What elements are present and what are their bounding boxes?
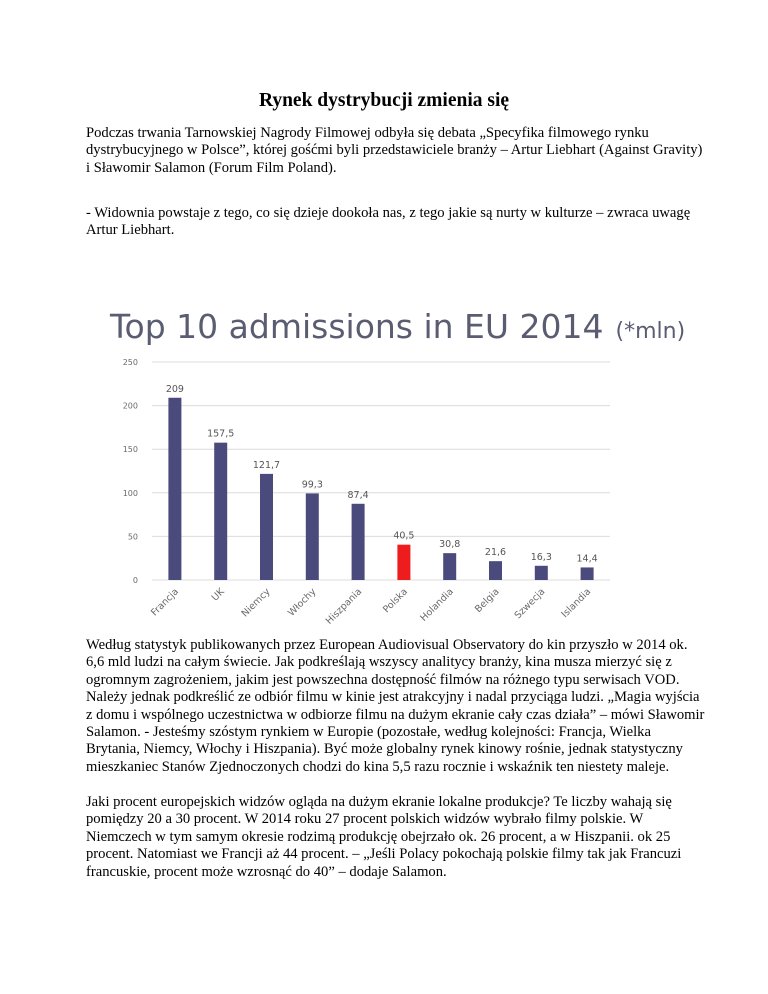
value-label: 21,6 <box>484 547 507 559</box>
category-label: Polska <box>381 586 411 616</box>
bar-hiszpania <box>352 504 365 580</box>
bar-islandia <box>581 567 594 580</box>
bar-niemcy <box>260 474 273 580</box>
value-label: 157,5 <box>207 428 235 440</box>
category-label: Islandia <box>559 586 594 621</box>
value-label: 30,8 <box>439 539 461 551</box>
y-tick-label: 150 <box>122 445 138 455</box>
value-label: 99,3 <box>301 479 323 491</box>
category-label: UK <box>209 586 227 604</box>
bar-uk <box>214 443 227 580</box>
bar-szwecja <box>535 566 548 580</box>
category-label: Hiszpania <box>323 586 365 627</box>
category-label: Szwecja <box>512 586 548 622</box>
paragraph-quote: - Widownia powstaje z tego, co się dzieje dookoła nas, z tego jakie są nurty w kulturze – zwraca uwagę Artur Liebhart. <box>86 205 691 239</box>
value-label: 209 <box>165 383 184 395</box>
category-label: Holandia <box>418 586 456 624</box>
value-label: 87,4 <box>347 489 369 501</box>
category-label: Francja <box>149 586 182 619</box>
category-label: Niemcy <box>239 586 273 620</box>
value-label: 14,4 <box>576 553 598 565</box>
paragraph-local-productions: Jaki procent europejskich widzów ogląda na dużym ekranie lokalne produkcje? Te liczby wahają się pomiędzy 20 a 30 procent. W 2014 roku 27 procent polskich widzów wybrało filmy polskie. W Niemczech w tym samym okresie rodzimą produkcję obejrzało ok. 26 procent, a w Hiszpanii. ok 25 procent. Natomiast we Francji aż 44 procent. – „Jeśli Polacy pokochają polskie filmy tak jak Francuzi francuskie, procent może wzrosnąć do 40” – dodaje Salamon. <box>86 794 682 880</box>
article-title: Rynek dystrybucji zmienia się <box>258 90 510 111</box>
y-tick-label: 50 <box>127 532 138 542</box>
y-tick-label: 200 <box>122 401 138 411</box>
admissions-chart <box>110 300 686 632</box>
chart-title: Top 10 admissions in EU 2014 (*mln) <box>110 307 686 346</box>
paragraph-intro: Podczas trwania Tarnowskiej Nagrody Filmowej odbyła się debata „Specyfika filmowego rynku dystrybucyjnego w Polsce”, której gośćmi byli przedstawiciele branży – Artur Liebhart (Against Gravity) i Sławomir Salamon (Forum Film Poland). <box>86 125 703 176</box>
value-label: 16,3 <box>530 551 552 563</box>
bar-włochy <box>306 493 319 580</box>
value-label: 121,7 <box>252 459 281 471</box>
paragraph-statistics: Według statystyk publikowanych przez European Audiovisual Observatory do kin przyszło w 2014 ok. 6,6 mld ludzi na całym świecie. Jak podkreślają wszyscy analitycy branży, kina musza mierzyć się z ogromnym zagrożeniem, jakim jest powszechna dostępność filmów na różnego typu serwisach VOD. Należy jednak podkreślić ze odbiór filmu w kinie jest atrakcyjny i nadal przyciąga ludzi. „Magia wyjścia z domu i wspólnego uczestnictwa w odbiorze filmu na dużym ekranie cały czas działa” – mówi Sławomir Salamon. - Jesteśmy szóstym rynkiem w Europie (pozostałe, według kolejności: Francja, Wielka Brytania, Niemcy, Włochy i Hiszpania). Być może globalny rynek kinowy rośnie, jednak statystyczny mieszkaniec Stanów Zjednoczonych chodzi do kina 5,5 razu rocznie i wskaźnik ten niestety maleje. <box>86 637 705 775</box>
y-tick-label: 100 <box>122 488 138 498</box>
value-label: 40,5 <box>393 530 415 542</box>
bar-belgia <box>489 561 502 580</box>
chart-subtitle: (*mln) <box>615 319 686 344</box>
chart-svg <box>110 300 686 632</box>
bar-francja <box>168 398 181 580</box>
y-tick-label: 0 <box>132 576 138 585</box>
category-label: Belgia <box>472 586 502 615</box>
bar-holandia <box>443 553 456 580</box>
y-tick-label: 250 <box>122 358 138 367</box>
category-label: Włochy <box>286 586 319 619</box>
bar-polska <box>397 545 410 580</box>
